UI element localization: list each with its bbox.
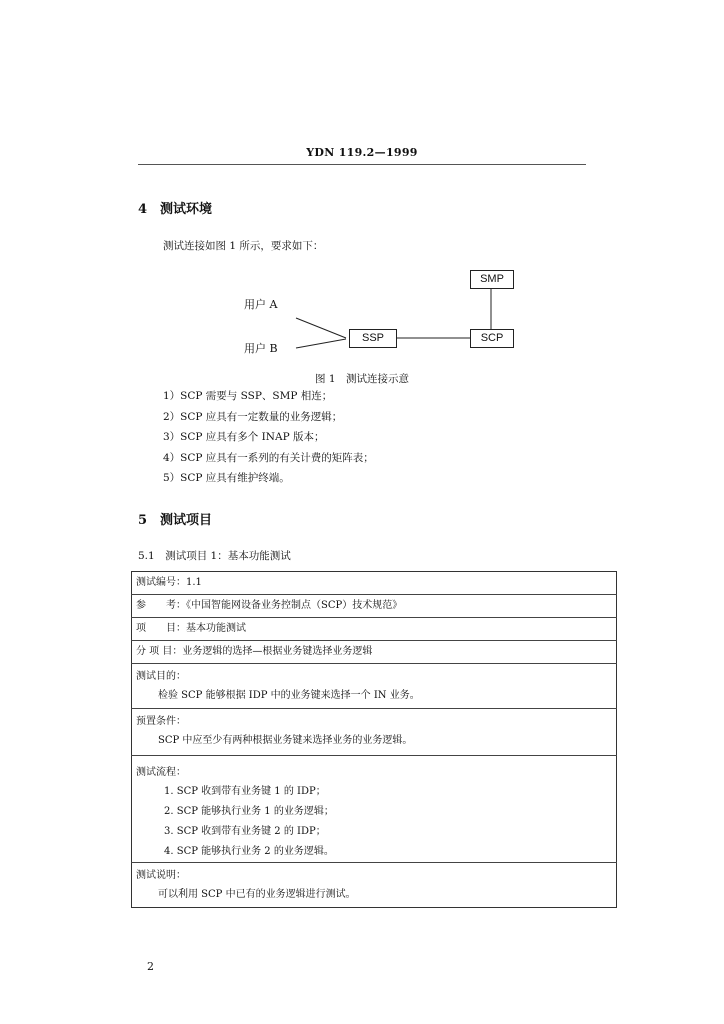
precondition-text: SCP 中应至少有两种根据业务键来选择业务的业务逻辑。 <box>158 735 413 746</box>
sub-item-cell: 分 项 目：业务逻辑的选择—根据业务键选择业务逻辑 <box>132 641 617 664</box>
page-number: 2 <box>147 960 154 973</box>
procedure-step: 1. SCP 收到带有业务键 1 的 IDP； <box>164 786 326 797</box>
page-header-title: YDN 119.2—1999 <box>306 146 418 159</box>
connection-diagram <box>230 262 530 362</box>
procedure-step: 2. SCP 能够执行业务 1 的业务逻辑； <box>164 806 334 817</box>
header-rule <box>138 164 586 165</box>
precondition-label: 预置条件： <box>136 716 186 727</box>
user-a-label: 用户 A <box>244 298 278 311</box>
line-user-a-ssp <box>296 318 346 338</box>
reference-cell: 参 考：《中国智能网设备业务控制点（SCP）技术规范》 <box>132 595 617 618</box>
item-cell: 项 目：基本功能测试 <box>132 618 617 641</box>
test-number-cell: 测试编号：1.1 <box>132 572 617 595</box>
notes-text: 可以利用 SCP 中已有的业务逻辑进行测试。 <box>158 889 356 900</box>
smp-box: SMP <box>470 270 514 289</box>
test-case-table <box>131 571 617 908</box>
section-4-intro: 测试连接如图 1 所示，要求如下： <box>163 240 324 252</box>
notes-cell <box>132 863 617 908</box>
list-item: 1）SCP 需要与 SSP、SMP 相连； <box>163 390 333 402</box>
section-4-title: 4 测试环境 <box>138 202 213 217</box>
procedure-step: 4. SCP 能够执行业务 2 的业务逻辑。 <box>164 846 334 857</box>
purpose-label: 测试目的： <box>136 671 186 682</box>
figure-caption: 图 1 测试连接示意 <box>314 373 410 385</box>
list-item: 5）SCP 应具有维护终端。 <box>163 472 290 484</box>
ssp-box: SSP <box>349 329 397 348</box>
list-item: 3）SCP 应具有多个 INAP 版本； <box>163 431 325 443</box>
list-item: 2）SCP 应具有一定数量的业务逻辑； <box>163 410 343 423</box>
procedure-label: 测试流程： <box>136 767 186 778</box>
scp-box: SCP <box>470 329 514 348</box>
requirements-list <box>163 386 374 489</box>
section-5-1-title: 5.1 测试项目 1：基本功能测试 <box>138 550 291 562</box>
precondition-cell <box>132 709 617 756</box>
purpose-cell <box>132 664 617 709</box>
list-item: 4）SCP 应具有一系列的有关计费的矩阵表； <box>163 451 374 464</box>
section-5-title: 5 测试项目 <box>138 513 213 528</box>
notes-label: 测试说明： <box>136 870 186 881</box>
line-user-b-ssp <box>296 339 346 348</box>
procedure-step: 3. SCP 收到带有业务键 2 的 IDP； <box>164 826 326 837</box>
procedure-cell <box>132 756 617 863</box>
user-b-label: 用户 B <box>244 342 278 355</box>
purpose-text: 检验 SCP 能够根据 IDP 中的业务键来选择一个 IN 业务。 <box>158 690 420 701</box>
